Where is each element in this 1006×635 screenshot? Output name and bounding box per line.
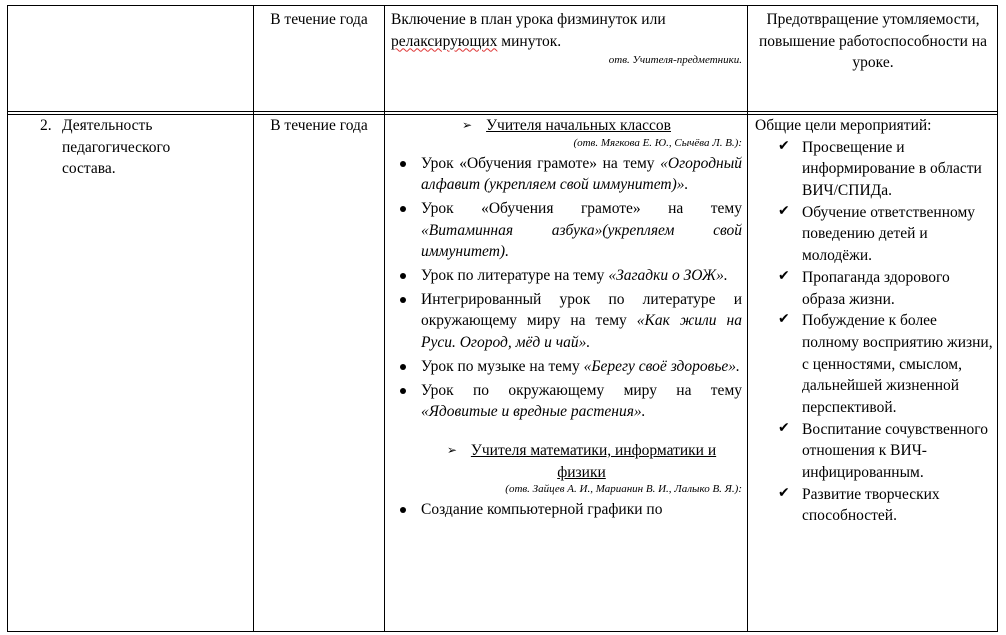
- goal-item: [755, 267, 995, 310]
- item-text: Создание компьютерной графики по: [421, 501, 663, 519]
- goals-title: Общие цели мероприятий:: [755, 117, 932, 134]
- item-topic: «Витаминная азбука»(укрепляем свой иммунитет).: [421, 221, 742, 261]
- table-border-top: [7, 5, 998, 6]
- row-divider: [7, 111, 998, 112]
- arrow-right-icon: ➢: [462, 118, 473, 132]
- goal-item: [755, 202, 995, 267]
- item-text: Урок по окружающему миру на тему: [421, 381, 742, 399]
- check-mark-icon: ✔: [778, 419, 790, 436]
- goal-text: Развитие творческих способностей.: [802, 485, 940, 525]
- row2-number: 2.: [40, 117, 52, 134]
- row1-goal: Предотвращение утомляемости, повышение работоспособности на уроке.: [759, 11, 987, 72]
- item-topic: «Загадки о ЗОЖ».: [608, 267, 728, 285]
- list-item: [391, 289, 742, 354]
- black-dot-icon: [400, 273, 406, 279]
- column-divider: [253, 5, 254, 631]
- list-item: [391, 153, 742, 196]
- goal-item: [755, 419, 995, 484]
- black-dot-icon: [400, 364, 406, 370]
- goal-item: [755, 484, 995, 527]
- goal-text: Побуждение к более полному восприятию жизни, с ценностями, смыслом, дальнейшей жизненной перспективой.: [802, 312, 993, 416]
- section1-responsible: (отв. Мягкова Е. Ю., Сычёва Л. В.):: [573, 136, 742, 149]
- table-border-left: [7, 5, 8, 631]
- table-border-right: [997, 5, 998, 631]
- black-dot-icon: [400, 388, 406, 394]
- row2-activity-cell: [0, 115, 215, 180]
- column-divider: [747, 5, 748, 631]
- check-mark-icon: ✔: [778, 311, 790, 328]
- section2-responsible: (отв. Зайцев А. И., Марианин В. И., Лалыко В. Я.):: [505, 483, 742, 496]
- row2-goals-cell: [755, 115, 995, 527]
- item-topic: «Огородный алфавит (укрепляем свой иммунитет)».: [421, 154, 742, 194]
- section2-list: [391, 499, 742, 521]
- list-item: [391, 380, 742, 423]
- black-dot-icon: [400, 161, 406, 167]
- row2-period: В течение года: [270, 117, 368, 134]
- check-mark-icon: ✔: [778, 267, 790, 284]
- check-mark-icon: ✔: [778, 484, 790, 501]
- row1-content: Включение в план урока физминуток или релаксирующих минуток.: [391, 11, 666, 50]
- list-item: [391, 356, 742, 378]
- section2-heading: ➢ Учителя математики, информатики и физики: [446, 441, 717, 481]
- list-item: [391, 499, 742, 521]
- item-topic: «Как жили на Руси. Огород, мёд и чай».: [421, 312, 742, 352]
- row1-period: В течение года: [270, 11, 368, 28]
- item-text: Урок по музыке на тему: [421, 357, 584, 375]
- item-topic: «Ядовитые и вредные растения».: [421, 403, 646, 421]
- black-dot-icon: [400, 206, 406, 212]
- check-mark-icon: ✔: [778, 202, 790, 219]
- list-item: [391, 265, 742, 287]
- section1-list: [391, 153, 742, 423]
- goal-item: [755, 310, 995, 418]
- black-dot-icon: [400, 297, 406, 303]
- table-border-bottom: [7, 631, 998, 632]
- check-mark-icon: ✔: [778, 137, 790, 154]
- item-text: Урок «Обучения грамоте» на тему: [421, 154, 661, 172]
- goal-text: Обучение ответственному поведению детей и молодёжи.: [802, 203, 976, 265]
- row2-period-cell: [262, 115, 376, 137]
- item-text: Урок «Обучения грамоте» на тему: [421, 200, 742, 217]
- column-divider: [384, 5, 385, 631]
- goal-text: Просвещение и информирование в области ВИЧ/СПИДа.: [802, 138, 982, 200]
- item-topic: «Берегу своё здоровье».: [583, 357, 740, 375]
- row2-content-cell: [391, 115, 742, 631]
- arrow-right-icon: ➢: [446, 442, 457, 457]
- row1-responsible: отв. Учителя-предметники.: [608, 54, 742, 67]
- black-dot-icon: [400, 507, 406, 513]
- row1-period-cell: [262, 9, 376, 31]
- section1-heading: ➢ Учителя начальных классов: [462, 117, 671, 134]
- row2-activity: Деятельность педагогического состава.: [62, 117, 171, 178]
- row1-content-cell: [391, 9, 742, 69]
- item-text: Интегрированный урок по литературе и окружающему миру на тему: [421, 290, 742, 330]
- goal-item: [755, 137, 995, 202]
- item-text: Урок по литературе на тему: [421, 267, 609, 285]
- goals-list: [755, 137, 995, 527]
- row1-goal-cell: [752, 9, 994, 74]
- goal-text: Воспитание сочувственного отношения к ВИЧ-инфицированным.: [802, 420, 988, 481]
- list-item: [391, 198, 742, 263]
- goal-text: Пропаганда здорового образа жизни.: [802, 268, 950, 308]
